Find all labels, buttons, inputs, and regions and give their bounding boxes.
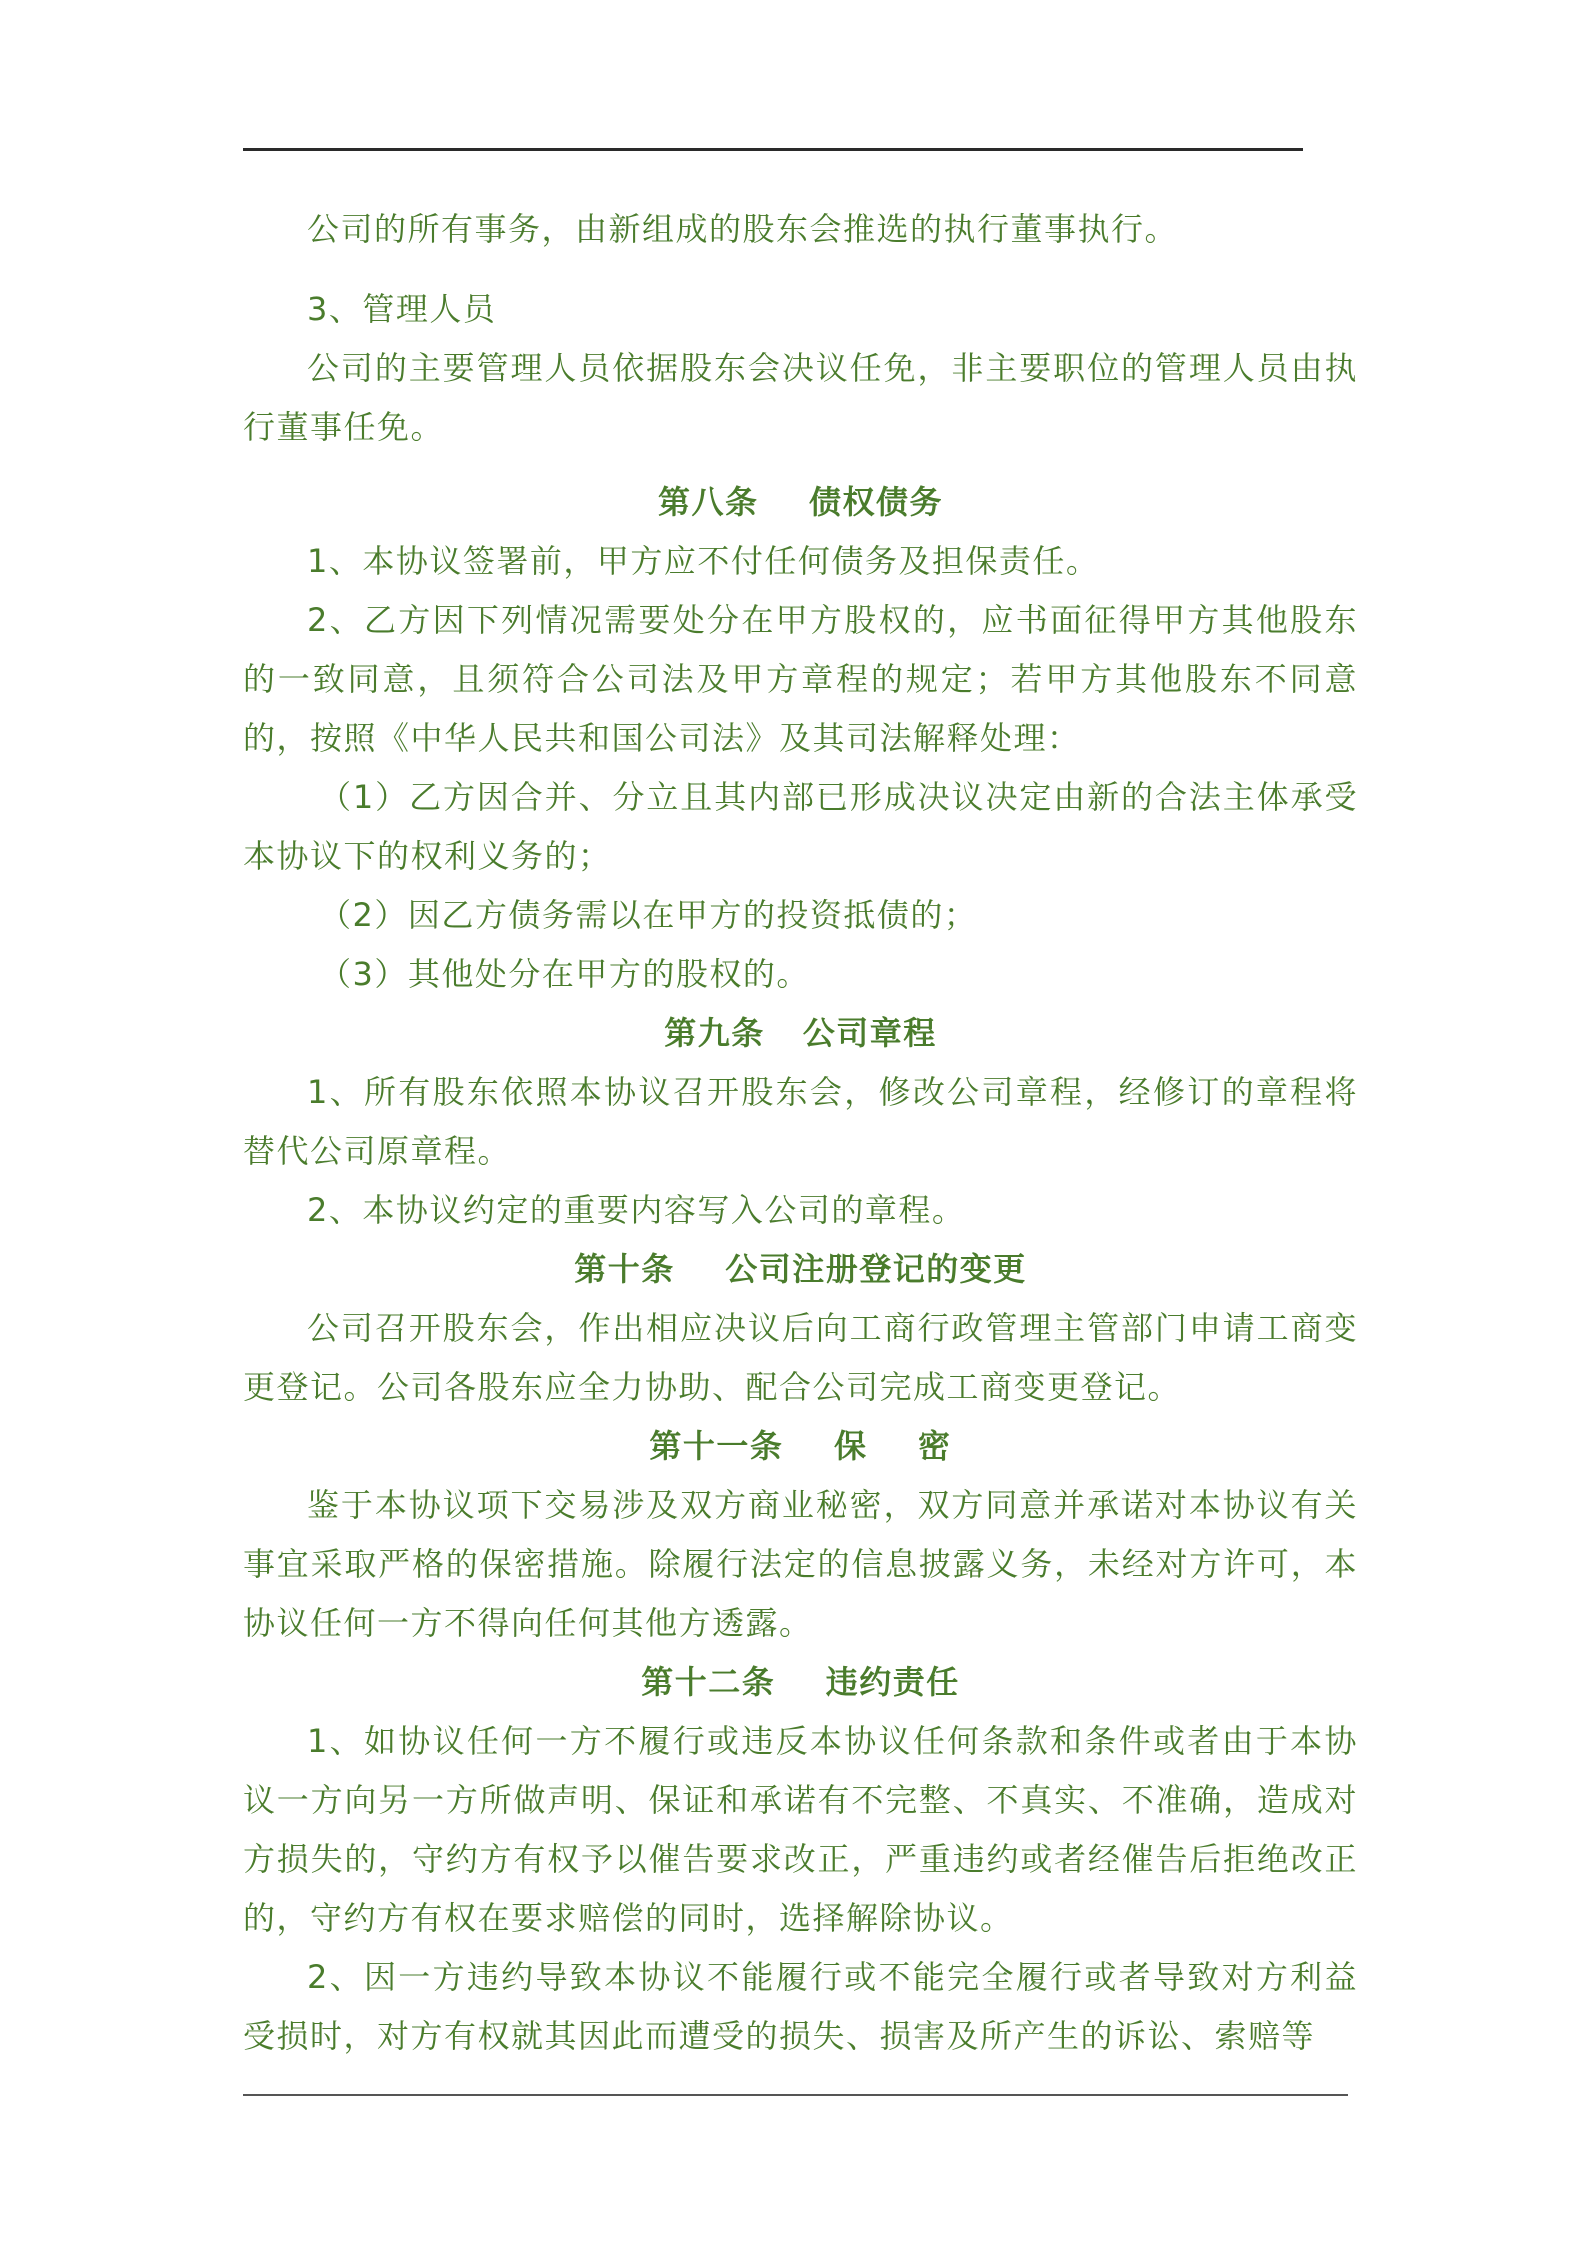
heading-article-11: 第十一条 保 密 xyxy=(649,1427,952,1465)
heading-article-12: 第十二条 违约责任 xyxy=(641,1663,960,1701)
heading-article-10: 第十条 公司注册登记的变更 xyxy=(574,1250,1027,1288)
paragraph-debts-item-2: （2）因乙方债务需以在甲方的投资抵债的； xyxy=(319,896,978,934)
heading-article-9: 第九条 公司章程 xyxy=(664,1014,937,1052)
paragraph-confidentiality: 鉴于本协议项下交易涉及双方商业秘密，双方同意并承诺对本协议有关事宜采取严格的保密措施。除履行法定的信息披露义务，未经对方许可，本协议任何一方不得向任何其他方透露。 xyxy=(243,1486,1358,1642)
paragraph-charter-1: 1、所有股东依照本协议召开股东会，修改公司章程，经修订的章程将替代公司原章程。 xyxy=(243,1073,1358,1170)
paragraph-debts-2: 2、乙方因下列情况需要处分在甲方股权的，应书面征得甲方其他股东的一致同意，且须符合公司法及甲方章程的规定；若甲方其他股东不同意的，按照《中华人民共和国公司法》及其司法解释处理： xyxy=(243,601,1358,757)
paragraph-debts-item-1: （1）乙方因合并、分立且其内部已形成决议决定由新的合法主体承受本协议下的权利义务的； xyxy=(243,778,1358,875)
footer-rule xyxy=(243,2094,1348,2096)
paragraph-liability-1: 1、如协议任何一方不履行或违反本协议任何条款和条件或者由于本协议一方向另一方所做声明、保证和承诺有不完整、不真实、不准确，造成对方损失的，守约方有权予以催告要求改正，严重违约或者经催告后拒绝改正的，守约方有权在要求赔偿的同时，选择解除协议。 xyxy=(243,1722,1358,1937)
heading-article-8: 第八条 债权债务 xyxy=(657,483,944,521)
paragraph-management-title: 3、管理人员 xyxy=(307,290,497,328)
paragraph-liability-2: 2、因一方违约导致本协议不能履行或不能完全履行或者导致对方利益受损时，对方有权就其因此而遭受的损失、损害及所产生的诉讼、索赔等 xyxy=(243,1958,1358,2055)
document-body xyxy=(243,200,1358,2066)
header-rule xyxy=(243,148,1303,151)
paragraph-registration-change: 公司召开股东会，作出相应决议后向工商行政管理主管部门申请工商变更登记。公司各股东应全力协助、配合公司完成工商变更登记。 xyxy=(243,1309,1358,1406)
paragraph-executive-director: 公司的所有事务，由新组成的股东会推选的执行董事执行。 xyxy=(307,210,1179,248)
paragraph-charter-2: 2、本协议约定的重要内容写入公司的章程。 xyxy=(307,1191,966,1229)
paragraph-debts-item-3: （3）其他处分在甲方的股权的。 xyxy=(319,955,810,993)
paragraph-management-appointment: 公司的主要管理人员依据股东会决议任免，非主要职位的管理人员由执行董事任免。 xyxy=(243,349,1358,446)
paragraph-debts-1: 1、本协议签署前，甲方应不付任何债务及担保责任。 xyxy=(307,542,1100,580)
